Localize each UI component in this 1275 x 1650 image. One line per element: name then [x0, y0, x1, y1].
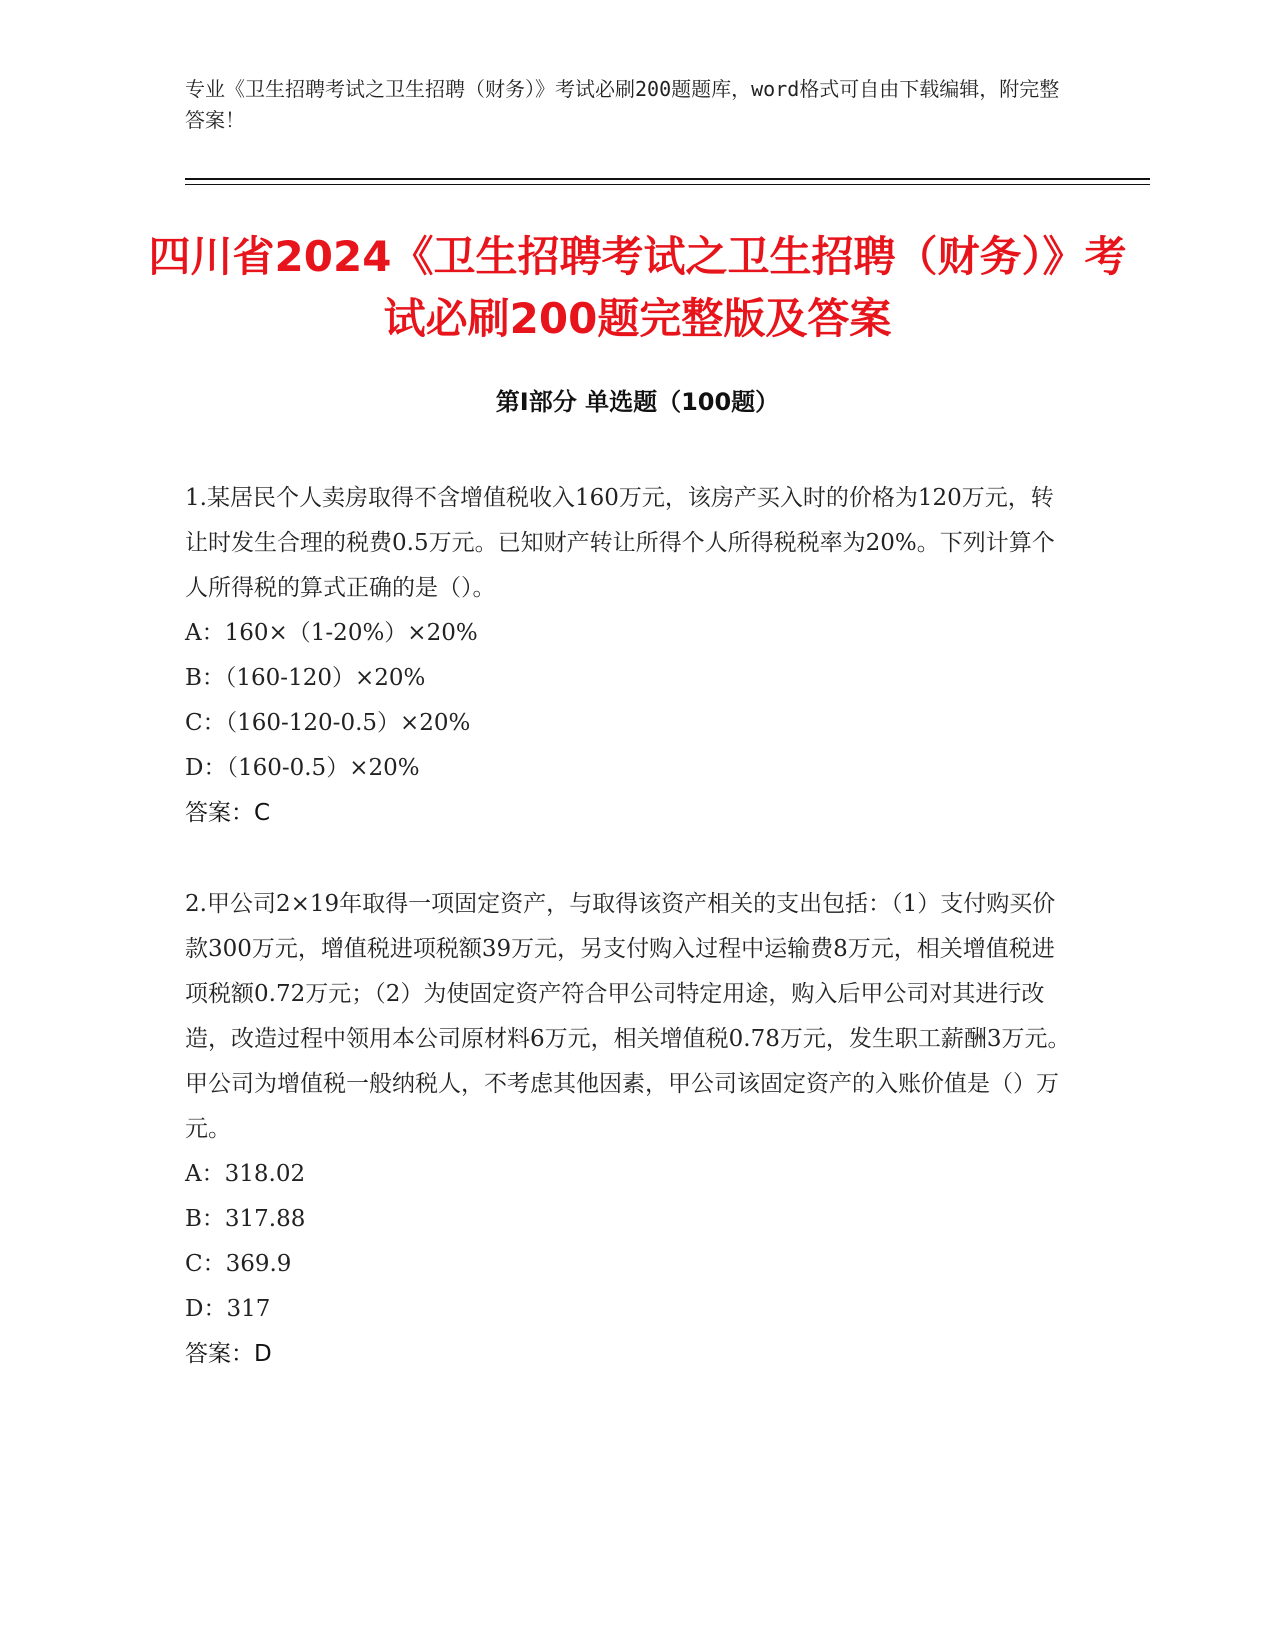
question-1: [185, 476, 1075, 836]
header-divider-thin: [185, 184, 1150, 185]
option-c: C：369.9: [185, 1251, 292, 1277]
document-title: 四川省2024《卫生招聘考试之卫生招聘（财务）》考试必刷200题完整版及答案: [148, 232, 1127, 343]
option-b: B：317.88: [185, 1206, 306, 1232]
header-divider-thick: [185, 178, 1150, 180]
option-a: A：160×（1-20%）×20%: [185, 620, 478, 646]
question-stem: 2.甲公司2×19年取得一项固定资产，与取得该资产相关的支出包括：（1）支付购买价款300万元，增值税进项税额39万元，另支付购入过程中运输费8万元，相关增值税进项税额0.72万元；（2）为使固定资产符合甲公司特定用途，购入后甲公司对其进行改造，改造过程中领用本公司原材料6万元，相关增值税0.78万元，发生职工薪酬3万元。甲公司为增值税一般纳税人，不考虑其他因素，甲公司该固定资产的入账价值是（）万元。: [185, 891, 1071, 1142]
header-note: 专业《卫生招聘考试之卫生招聘（财务）》考试必刷200题题库，word格式可自由下载编辑，附完整答案！: [185, 77, 1060, 132]
answer-line: 答案：D: [185, 1341, 272, 1367]
option-a: A：318.02: [185, 1161, 306, 1187]
option-b: B：（160-120）×20%: [185, 665, 426, 691]
answer-line: 答案：C: [185, 800, 271, 826]
question-2: [185, 882, 1075, 1377]
option-d: D：317: [185, 1296, 271, 1322]
option-d: D：（160-0.5）×20%: [185, 755, 420, 781]
section-heading: 第Ⅰ部分 单选题（100题）: [495, 388, 780, 416]
option-c: C：（160-120-0.5）×20%: [185, 710, 471, 736]
question-stem: 1.某居民个人卖房取得不含增值税收入160万元，该房产买入时的价格为120万元，转让时发生合理的税费0.5万元。已知财产转让所得个人所得税税率为20%。下列计算个人所得税的算式正确的是（）。: [185, 485, 1055, 601]
